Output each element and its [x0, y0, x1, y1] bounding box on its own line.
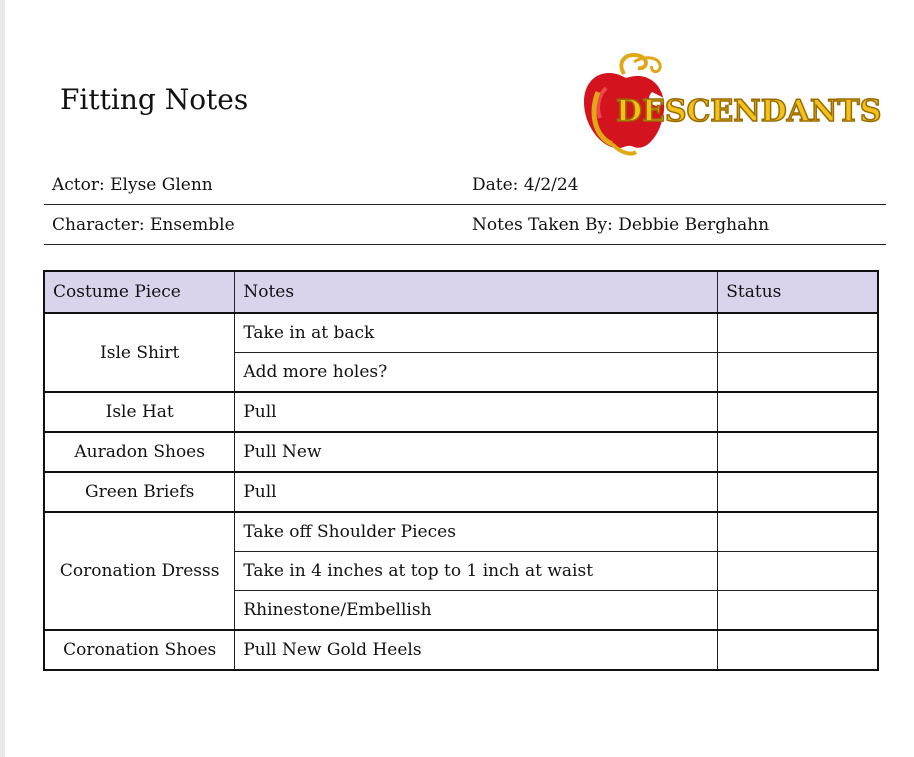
note-cell: Rhinestone/Embellish [235, 591, 718, 631]
table-row [44, 313, 878, 353]
status-cell [718, 512, 878, 552]
table-row [44, 432, 878, 472]
costume-piece-cell: Coronation Dresss [44, 512, 235, 630]
costume-piece-cell: Isle Shirt [44, 313, 235, 392]
table-row [44, 392, 878, 432]
status-cell [718, 353, 878, 393]
descendants-logo [576, 52, 880, 160]
fitting-notes-table [43, 270, 879, 671]
costume-piece-cell: Auradon Shoes [44, 432, 235, 472]
status-cell [718, 392, 878, 432]
status-cell [718, 472, 878, 512]
table-row [44, 472, 878, 512]
table-row [44, 512, 878, 552]
table-row [44, 630, 878, 670]
header-status: Status [718, 271, 878, 313]
date-field: Date: 4/2/24 [472, 175, 579, 195]
page-title: Fitting Notes [60, 83, 249, 116]
status-cell [718, 552, 878, 591]
note-cell: Take in 4 inches at top to 1 inch at waist [235, 552, 718, 591]
note-cell: Pull [235, 392, 718, 432]
note-cell: Add more holes? [235, 353, 718, 393]
note-cell: Pull New [235, 432, 718, 472]
status-cell [718, 313, 878, 353]
table-header-row [44, 271, 878, 313]
actor-field: Actor: Elyse Glenn [52, 175, 213, 195]
status-cell [718, 591, 878, 631]
logo-wordmark: DESCENDANTS [616, 94, 882, 129]
status-cell [718, 630, 878, 670]
character-field: Character: Ensemble [52, 215, 235, 235]
note-cell: Pull New Gold Heels [235, 630, 718, 670]
note-cell: Take in at back [235, 313, 718, 353]
costume-piece-cell: Isle Hat [44, 392, 235, 432]
page-edge [0, 0, 5, 757]
header-notes: Notes [235, 271, 718, 313]
note-cell: Pull [235, 472, 718, 512]
note-cell: Take off Shoulder Pieces [235, 512, 718, 552]
costume-piece-cell: Coronation Shoes [44, 630, 235, 670]
costume-piece-cell: Green Briefs [44, 472, 235, 512]
info-row-actor-date [44, 166, 886, 205]
notes-taken-by-field: Notes Taken By: Debbie Berghahn [472, 215, 770, 235]
info-row-character-notes [44, 206, 886, 245]
header-costume-piece: Costume Piece [44, 271, 235, 313]
status-cell [718, 432, 878, 472]
